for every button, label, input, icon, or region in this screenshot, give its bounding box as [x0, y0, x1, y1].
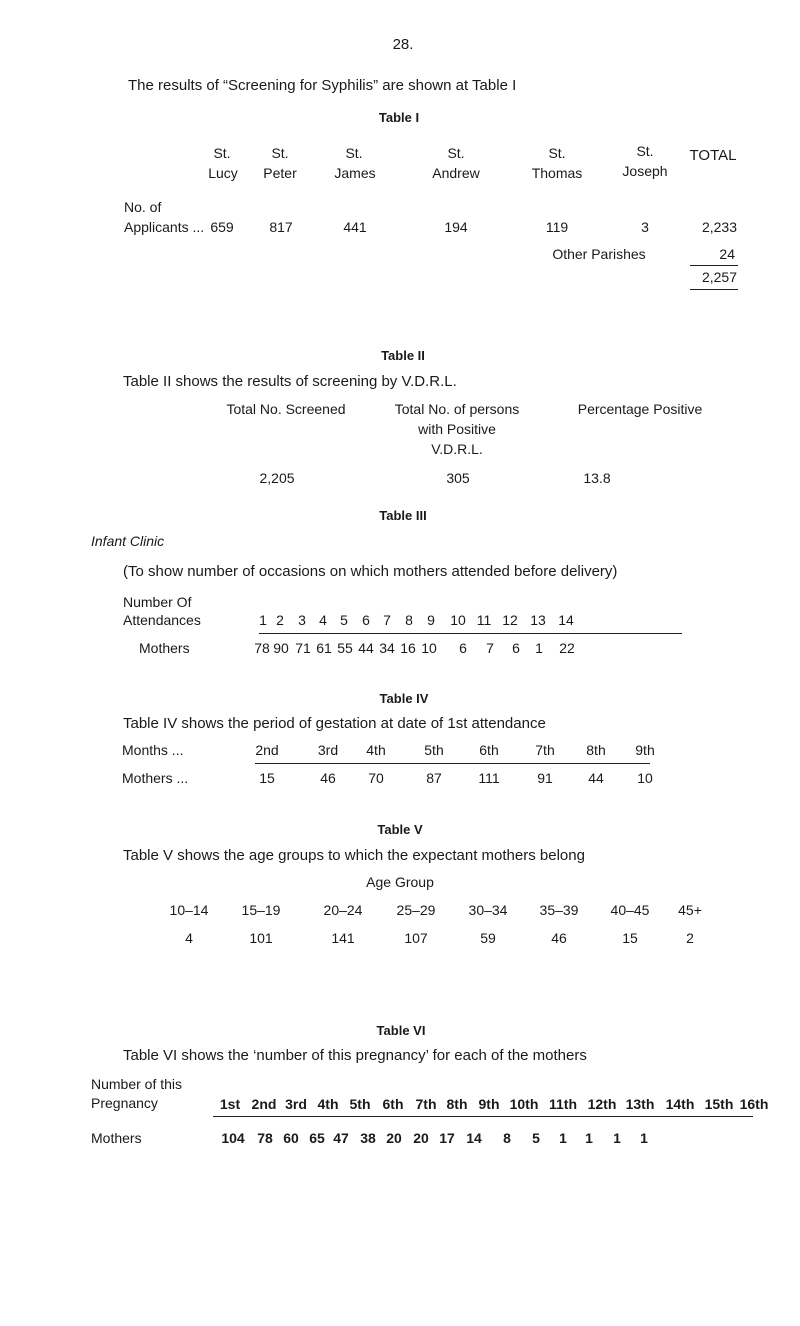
table6-title: Table VI [376, 1023, 426, 1038]
t4-header-cell: 7th [535, 742, 555, 758]
t3-value-cell: 6 [512, 640, 520, 656]
t6-header-cell: 13th [625, 1096, 655, 1112]
t5-header-cell: 10–14 [169, 902, 209, 918]
t3-header-cell: 10 [450, 612, 466, 628]
t4-header-cell: 3rd [317, 742, 339, 758]
t6-value-cell: 20 [413, 1130, 429, 1146]
t3-header-cell: 7 [383, 612, 391, 628]
t5-value-cell: 15 [622, 930, 638, 946]
t6-value-cell: 38 [360, 1130, 376, 1146]
t4-label-months: Months ... [122, 742, 184, 758]
t1-val-james: 441 [343, 219, 367, 235]
t6-label-2: Pregnancy [91, 1095, 158, 1111]
t4-value-cell: 70 [368, 770, 384, 786]
t6-value-cell: 1 [640, 1130, 648, 1146]
table6-description: Table VI shows the ‘number of this pregnancy’ for each of the mothers [123, 1047, 587, 1064]
t3-header-cell: 13 [530, 612, 546, 628]
t3-value-cell: 90 [273, 640, 289, 656]
t2-header-positive-3: V.D.R.L. [431, 441, 483, 457]
t4-value-cell: 44 [588, 770, 604, 786]
table3-description: (To show number of occasions on which mothers attended before delivery) [123, 563, 618, 580]
t6-header-cell: 3rd [285, 1096, 307, 1112]
t2-value-positive: 305 [446, 470, 470, 486]
t5-value-cell: 59 [480, 930, 496, 946]
t5-value-cell: 107 [404, 930, 428, 946]
t3-value-cell: 71 [295, 640, 311, 656]
t6-header-cell: 15th [704, 1096, 734, 1112]
t6-header-cell: 10th [509, 1096, 539, 1112]
t5-value-cell: 2 [686, 930, 694, 946]
t3-label-2: Attendances [123, 612, 201, 628]
t1-col-thomas-l2: Thomas [531, 165, 583, 181]
t1-col-lucy-l2: Lucy [208, 165, 238, 181]
t5-value-cell: 4 [185, 930, 193, 946]
table2-title: Table II [381, 348, 425, 363]
t4-value-cell: 87 [426, 770, 442, 786]
t3-header-cell: 12 [502, 612, 518, 628]
t1-val-thomas: 119 [545, 219, 569, 235]
t4-header-cell: 9th [635, 742, 655, 758]
t1-col-thomas-l1: St. [548, 145, 566, 161]
t5-header-cell: 25–29 [396, 902, 436, 918]
t1-subtotal: 2,233 [701, 219, 737, 235]
page-number: 28. [392, 36, 414, 53]
t5-header-cell: 30–34 [468, 902, 508, 918]
t5-value-cell: 46 [551, 930, 567, 946]
t3-label-1: Number Of [123, 594, 192, 610]
t2-header-positive-1: Total No. of persons [394, 401, 520, 417]
t6-header-cell: 6th [382, 1096, 404, 1112]
t6-value-cell: 1 [559, 1130, 567, 1146]
t4-value-cell: 10 [637, 770, 653, 786]
table1-title: Table I [378, 110, 420, 125]
t6-value-cell: 65 [309, 1130, 325, 1146]
t3-header-cell: 11 [476, 612, 492, 628]
t6-header-cell: 9th [478, 1096, 500, 1112]
t6-value-cell: 5 [532, 1130, 540, 1146]
t3-value-cell: 44 [358, 640, 374, 656]
t5-header-cell: 15–19 [241, 902, 281, 918]
t6-header-cell: 14th [665, 1096, 695, 1112]
t5-value-cell: 101 [249, 930, 273, 946]
t5-header-cell: 20–24 [323, 902, 363, 918]
t3-value-cell: 7 [486, 640, 494, 656]
t6-value-cell: 17 [439, 1130, 455, 1146]
t2-header-percentage: Percentage Positive [577, 401, 703, 417]
t1-col-peter-l1: St. [271, 145, 289, 161]
t1-col-andrew-l2: Andrew [432, 165, 480, 181]
t6-row-label: Mothers [91, 1130, 142, 1146]
t3-header-cell: 8 [405, 612, 413, 628]
t6-value-cell: 20 [386, 1130, 402, 1146]
section-infant-clinic: Infant Clinic [91, 533, 165, 549]
t3-header-cell: 9 [427, 612, 435, 628]
t2-header-screened: Total No. Screened [226, 401, 346, 417]
t4-header-cell: 2nd [255, 742, 279, 758]
t3-header-cell: 1 [259, 612, 267, 628]
t3-header-cell: 3 [298, 612, 306, 628]
t6-header-cell: 4th [317, 1096, 339, 1112]
t1-other-parishes-label: Other Parishes [552, 246, 646, 262]
t1-col-lucy-l1: St. [213, 145, 231, 161]
t3-value-cell: 34 [379, 640, 395, 656]
t3-value-cell: 1 [535, 640, 543, 656]
t6-value-cell: 14 [466, 1130, 482, 1146]
t6-header-cell: 5th [349, 1096, 371, 1112]
t4-rule [255, 763, 650, 764]
t1-col-peter-l2: Peter [263, 165, 297, 181]
t3-value-cell: 22 [559, 640, 575, 656]
t4-header-cell: 6th [479, 742, 499, 758]
table4-description: Table IV shows the period of gestation at date of 1st attendance [123, 715, 546, 732]
t1-col-total: TOTAL [689, 147, 737, 164]
t4-label-mothers: Mothers ... [122, 770, 189, 786]
t4-value-cell: 15 [259, 770, 275, 786]
t5-header-cell: 35–39 [539, 902, 579, 918]
t2-value-screened: 2,205 [259, 470, 295, 486]
t6-value-cell: 60 [283, 1130, 299, 1146]
t1-grand-total: 2,257 [701, 269, 737, 285]
t4-header-cell: 8th [586, 742, 606, 758]
t1-total-rule-bottom [690, 289, 738, 290]
t6-value-cell: 78 [257, 1130, 273, 1146]
t1-val-peter: 817 [269, 219, 293, 235]
t1-val-joseph: 3 [641, 219, 649, 235]
t6-label-1: Number of this [91, 1076, 183, 1092]
t1-col-andrew-l1: St. [447, 145, 465, 161]
t1-val-andrew: 194 [444, 219, 468, 235]
t6-value-cell: 47 [333, 1130, 349, 1146]
t1-other-parishes-value: 24 [719, 246, 735, 262]
t3-header-cell: 6 [362, 612, 370, 628]
t2-header-positive-2: with Positive [418, 421, 496, 437]
table5-description: Table V shows the age groups to which the expectant mothers belong [123, 847, 585, 864]
t5-header-cell: 45+ [678, 902, 702, 918]
table3-title: Table III [379, 508, 427, 523]
t1-col-james-l1: St. [345, 145, 363, 161]
t3-value-cell: 6 [459, 640, 467, 656]
t6-value-cell: 104 [221, 1130, 245, 1146]
t3-value-cell: 16 [400, 640, 416, 656]
t1-col-joseph-l1: St. [636, 143, 654, 159]
t1-row-label-2: Applicants ... [124, 219, 205, 235]
t3-header-cell: 2 [276, 612, 284, 628]
t1-total-rule-top [690, 265, 738, 266]
t1-col-james-l2: James [334, 165, 376, 181]
t3-rule [259, 633, 682, 634]
t3-header-cell: 4 [319, 612, 327, 628]
table5-title: Table V [377, 822, 423, 837]
t3-value-cell: 55 [337, 640, 353, 656]
t6-value-cell: 1 [613, 1130, 621, 1146]
t4-header-cell: 5th [424, 742, 444, 758]
t3-row-label: Mothers [139, 640, 190, 656]
t3-header-cell: 14 [558, 612, 574, 628]
t6-value-cell: 8 [503, 1130, 511, 1146]
t6-rule [213, 1116, 753, 1117]
t6-header-cell: 16th [739, 1096, 769, 1112]
intro-text: The results of “Screening for Syphilis” are shown at Table I [128, 77, 517, 94]
t1-val-lucy: 659 [210, 219, 234, 235]
t6-header-cell: 11th [548, 1096, 578, 1112]
t1-row-label-1: No. of [124, 199, 162, 215]
t4-value-cell: 91 [537, 770, 553, 786]
table4-title: Table IV [379, 691, 429, 706]
t4-header-cell: 4th [366, 742, 386, 758]
t4-value-cell: 46 [320, 770, 336, 786]
t3-value-cell: 61 [316, 640, 332, 656]
t6-header-cell: 12th [587, 1096, 617, 1112]
t5-header-cell: 40–45 [610, 902, 650, 918]
t4-value-cell: 111 [478, 770, 500, 786]
t3-header-cell: 5 [340, 612, 348, 628]
table2-description: Table II shows the results of screening by V.D.R.L. [123, 373, 457, 390]
t6-header-cell: 1st [219, 1096, 241, 1112]
t6-value-cell: 1 [585, 1130, 593, 1146]
t5-value-cell: 141 [331, 930, 355, 946]
t5-subtitle: Age Group [366, 874, 434, 890]
t1-col-joseph-l2: Joseph [622, 163, 668, 179]
t3-value-cell: 10 [421, 640, 437, 656]
t6-header-cell: 8th [446, 1096, 468, 1112]
t3-value-cell: 78 [254, 640, 270, 656]
t2-value-percentage: 13.8 [583, 470, 611, 486]
t6-header-cell: 2nd [251, 1096, 277, 1112]
t6-header-cell: 7th [415, 1096, 437, 1112]
